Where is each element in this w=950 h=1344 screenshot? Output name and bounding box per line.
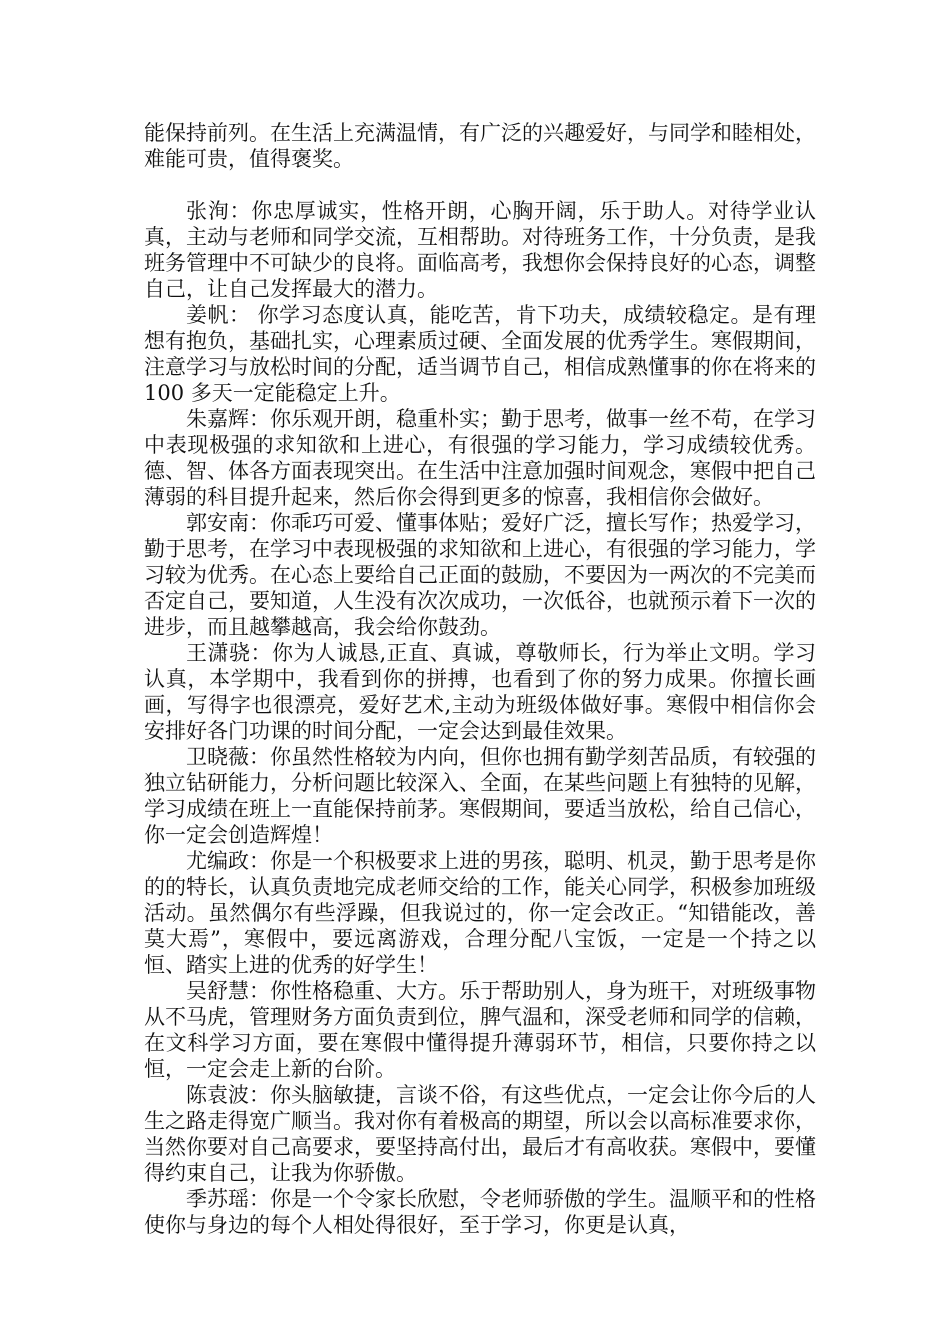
comment-chen-yuanbo: 陈袁波：你头脑敏捷，言谈不俗，有这些优点，一定会让你今后的人生之路走得宽广顺当。我对你有着极高的期望，所以会以高标准要求你，当然你要对自己高要求，要坚持高付出，最后才有高收获。寒假中，要懂得约束自己，让我为你骄傲。 [144, 1083, 816, 1185]
comment-wei-xiaowei: 卫晓薇：你虽然性格较为内向，但你也拥有勤学刻苦品质，有较强的独立钻研能力，分析问题比较深入、全面，在某些问题上有独特的见解，学习成绩在班上一直能保持前茅。寒假期间，要适当放松，给自己信心，你一定会创造辉煌！ [144, 745, 816, 847]
comment-zhu-jiahui: 朱嘉辉：你乐观开朗，稳重朴实；勤于思考，做事一丝不苟，在学习中表现极强的求知欲和上进心，有很强的学习能力，学习成绩较优秀。德、智、体各方面表现突出。在生活中注意加强时间观念，寒假中把自己薄弱的科目提升起来，然后你会得到更多的惊喜，我相信你会做好。 [144, 407, 816, 509]
paragraph-gap [144, 172, 816, 198]
comment-wu-shuhui: 吴舒慧：你性格稳重、大方。乐于帮助别人，身为班干，对班级事物从不马虎，管理财务方面负责到位，脾气温和，深受老师和同学的信赖，在文科学习方面，要在寒假中懂得提升薄弱环节，相信，只要你持之以恒，一定会走上新的台阶。 [144, 979, 816, 1081]
comment-zhang-xun: 张洵：你忠厚诚实，性格开朗，心胸开阔，乐于助人。对待学业认真，主动与老师和同学交流，互相帮助。对待班务工作，十分负责，是我班务管理中不可缺少的良将。面临高考，我想你会保持良好的心态，调整自己，让自己发挥最大的潜力。 [144, 199, 816, 301]
document-body [144, 120, 816, 1238]
comment-you-bianzheng: 尤编政：你是一个积极要求上进的男孩，聪明、机灵，勤于思考是你的的特长，认真负责地完成老师交给的工作，能关心同学，积极参加班级活动。虽然偶尔有些浮躁，但我说过的，你一定会改正。“知错能改，善莫大焉”，寒假中，要远离游戏，合理分配八宝饭，一定是一个持之以恒、踏实上进的优秀的好学生！ [144, 849, 816, 977]
comment-jiang-fan: 姜帆： 你学习态度认真，能吃苦，肯下功夫，成绩较稳定。是有理想有抱负，基础扎实，心理素质过硬、全面发展的优秀学生。寒假期间，注意学习与放松时间的分配，适当调节自己，相信成熟懂事的你在将来的 100 多天一定能稳定上升。 [144, 303, 816, 405]
paragraph-continuation: 能保持前列。在生活上充满温情，有广泛的兴趣爱好，与同学和睦相处，难能可贵，值得褒奖。 [144, 121, 816, 171]
comment-wang-xiaoxiao: 王潇骁：你为人诚恳,正直、真诚，尊敬师长，行为举止文明。学习认真，本学期中，我看到你的拼搏，也看到了你的努力成果。你擅长画画，写得字也很漂亮，爱好艺术,主动为班级体做好事。寒假中相信你会安排好各门功课的时间分配，一定会达到最佳效果。 [144, 641, 816, 743]
comment-ji-suyao: 季苏瑶：你是一个令家长欣慰，令老师骄傲的学生。温顺平和的性格使你与身边的每个人相处得很好，至于学习，你更是认真， [144, 1187, 816, 1237]
comment-guo-annan: 郭安南：你乖巧可爱、懂事体贴；爱好广泛，擅长写作；热爱学习，勤于思考，在学习中表现极强的求知欲和上进心，有很强的学习能力，学习较为优秀。在心态上要给自己正面的鼓励，不要因为一两次的不完美而否定自己，要知道，人生没有次次成功，一次低谷，也就预示着下一次的进步，而且越攀越高，我会给你鼓劲。 [144, 511, 816, 639]
